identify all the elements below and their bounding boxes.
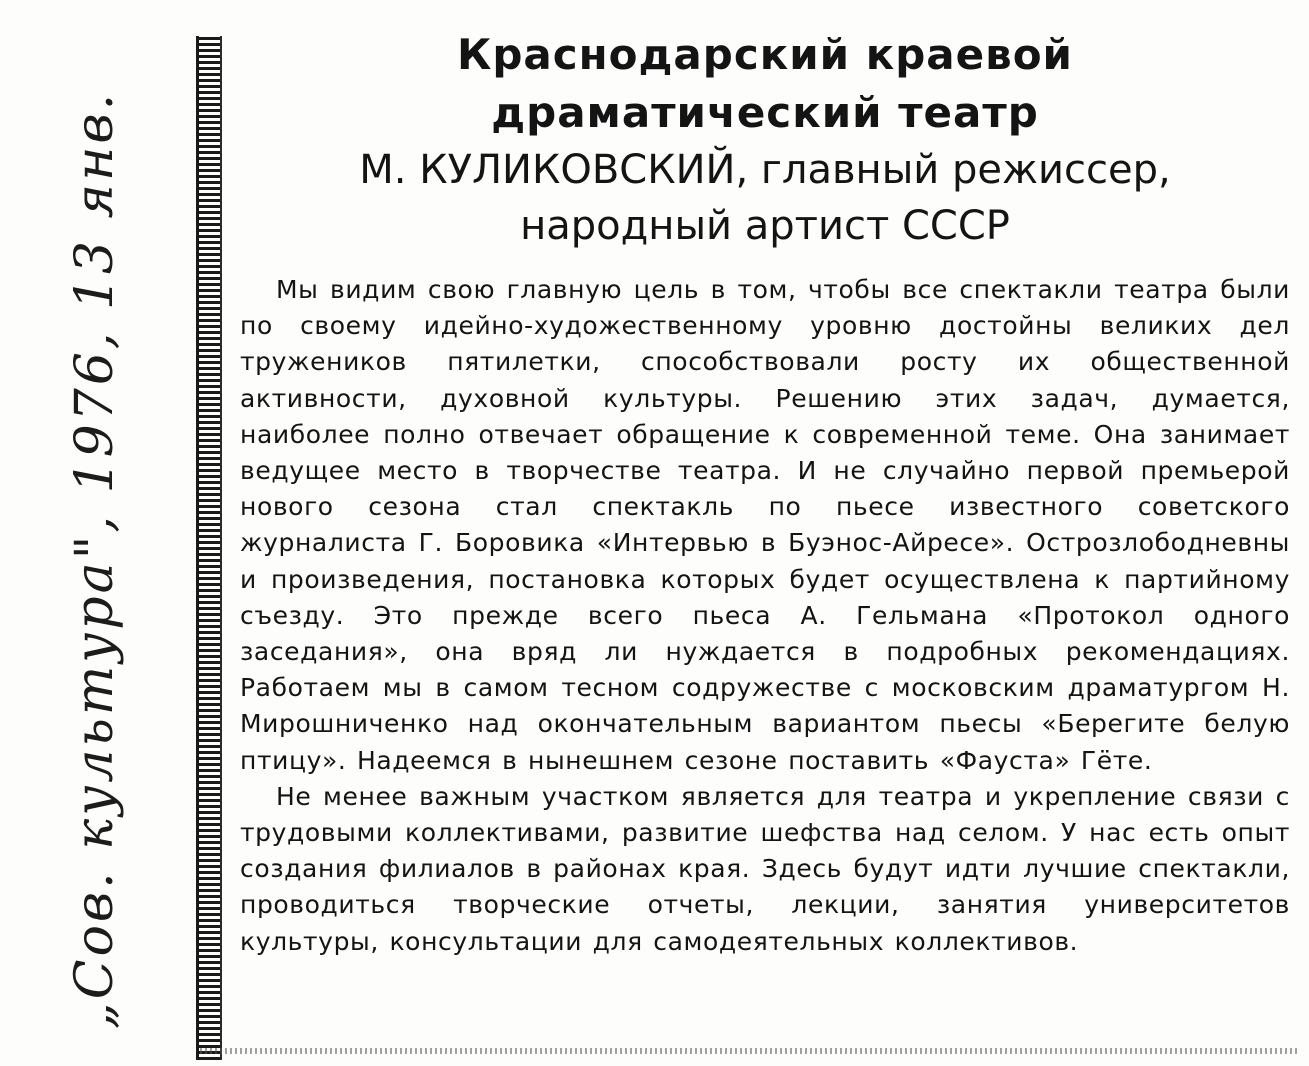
byline-title: народный артист СССР: [520, 203, 1010, 249]
margin-note-text: „Сов. культура", 1976, 13 янв.: [65, 90, 125, 1030]
article: [240, 26, 1290, 1036]
headline-line-1: Краснодарский краевой: [457, 30, 1073, 79]
handwritten-margin-note: [30, 90, 160, 1030]
headline: [240, 26, 1290, 142]
paragraph: Не менее важным участком является для театра и укрепление связи с трудовыми коллективами, развитие шефства над селом. У нас есть опыт создания филиалов в районах края. Здесь будут идти лучшие спектакли, проводиться творческие отчеты, лекции, занятия университетов культуры, консультации для самодеятельных коллективов.: [240, 781, 1290, 956]
paragraph: Мы видим свою главную цель в том, чтобы все спектакли театра были по своему идейно-художественному уровню достойны великих дел тружеников пятилетки, способствовали росту их общественной активности, духовной культуры. Решению этих задач, думается, наиболее полно отвечает обращение к современной теме. Она занимает ведущее место в творчестве театра. И не случайно первой премьерой нового сезона стал спектакль по пьесе известного советского журналиста Г. Боровика «Интервью в Буэнос-Айресе». Острозлободневны и произведения, постановка которых будет осуществлена к партийному съезду. Это прежде всего пьеса А. Гельмана «Протокол одного заседания», она вряд ли нуждается в подробных рекомендациях. Работаем мы в самом тесном содружестве с московским драматургом Н. Мирошниченко над окончательным вариантом пьесы «Берегите белую птицу». Надеемся в нынешнем сезоне поставить «Фауста» Гёте.: [240, 275, 1290, 775]
byline: [240, 142, 1290, 254]
bottom-edge: [200, 1048, 1300, 1054]
byline-author: М. КУЛИКОВСКИЙ, главный режиссер,: [359, 147, 1171, 193]
article-body: [240, 272, 1290, 960]
headline-line-2: драматический театр: [491, 88, 1039, 137]
perforated-edge: [196, 36, 222, 1060]
